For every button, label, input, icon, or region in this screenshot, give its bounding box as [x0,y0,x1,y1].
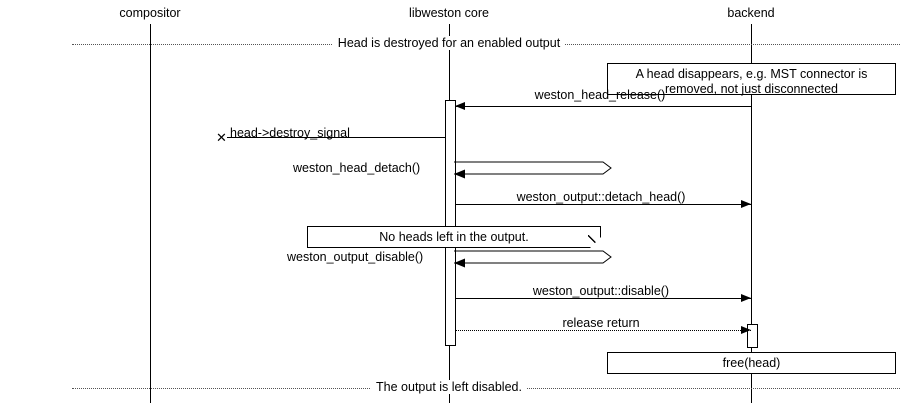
note-free-head-text: free(head) [722,356,781,370]
arrowhead-weston-output-detach-head [741,200,751,208]
self-arrow-weston-output-disable [445,249,615,273]
arrowhead-weston-output-disable-backend [741,294,751,302]
self-arrow-weston-head-detach [445,160,615,184]
note-no-heads-left-text: No heads left in the output. [379,230,529,244]
arrow-weston-output-disable-backend [455,298,751,299]
activation-libweston-core [445,100,456,346]
divider-label-top: Head is destroyed for an enabled output [333,36,565,50]
arrow-weston-head-release [455,106,751,107]
lifeline-label-compositor: compositor [119,6,181,20]
divider-label-bottom: The output is left disabled. [371,380,527,394]
label-head-destroy-signal: head->destroy_signal [230,126,350,140]
label-weston-head-release: weston_head_release() [534,88,666,102]
note-no-heads-left [307,226,601,248]
lifeline-label-libweston-core: libweston core [409,6,489,20]
arrow-release-return [455,330,751,331]
note-free-head [607,352,896,374]
arrowhead-release-return [741,326,751,334]
arrowhead-weston-head-release [455,102,465,110]
arrow-weston-output-detach-head [455,204,751,205]
lifeline-label-backend: backend [727,6,775,20]
label-weston-head-detach: weston_head_detach() [293,161,421,175]
label-release-return: release return [562,316,640,330]
label-weston-output-detach-head: weston_output::detach_head() [516,190,686,204]
label-weston-output-disable: weston_output_disable() [287,250,424,264]
label-weston-output-disable-backend: weston_output::disable() [532,284,670,298]
lost-message-x-icon: ✕ [216,130,227,145]
note-mst-connector-text: A head disappears, e.g. MST connector is removed, not just disconnected [635,67,868,96]
lifeline-compositor [150,24,151,403]
